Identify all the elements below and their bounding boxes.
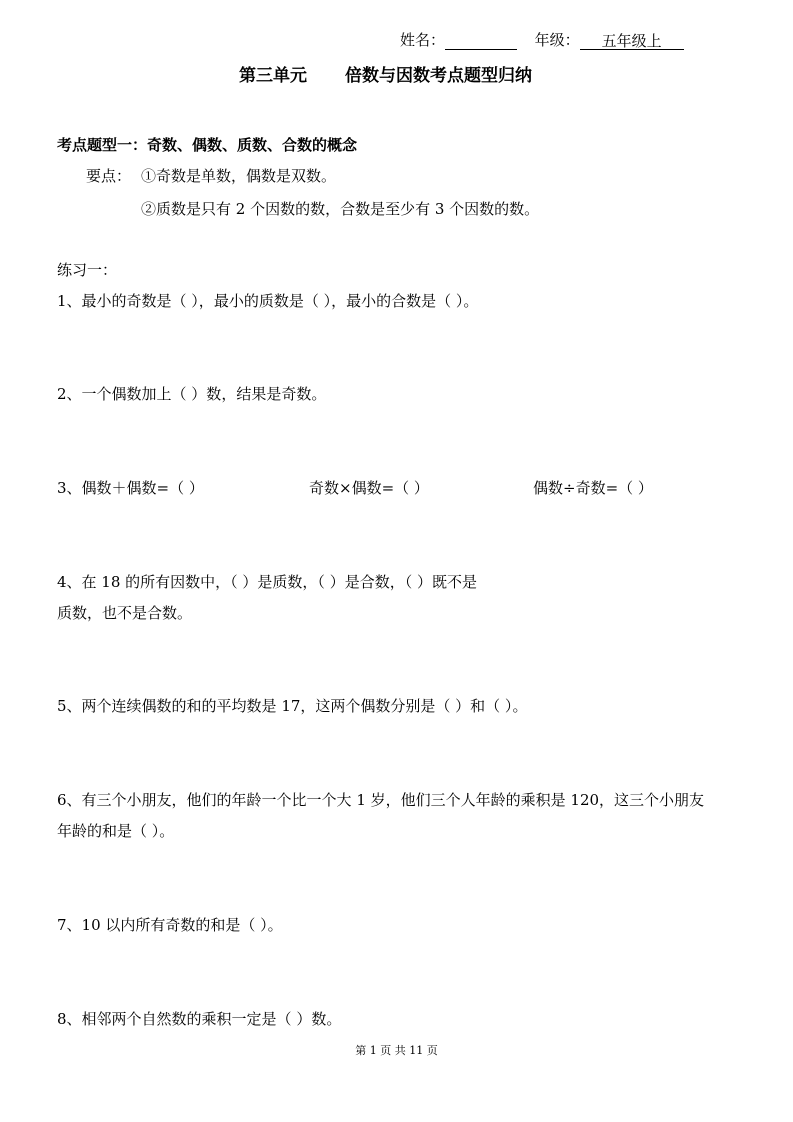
question-6-line-2: 年龄的和是（ ）。	[57, 822, 175, 840]
exercise-heading: 练习一：	[57, 261, 118, 279]
name-field[interactable]	[445, 31, 517, 50]
page-title	[239, 65, 532, 87]
unit-title: 第三单元	[239, 66, 307, 86]
grade-field[interactable]: 五年级上	[580, 31, 684, 50]
question-3c: 偶数÷奇数=（ ）	[533, 479, 653, 497]
question-3b: 奇数×偶数=（ ）	[309, 479, 429, 497]
question-1: 1、最小的奇数是（ ），最小的质数是（ ），最小的合数是（ ）。	[57, 292, 479, 310]
question-4-line-2: 质数，也不是合数。	[57, 604, 193, 622]
key-point-2: ②质数是只有 2 个因数的数，合数是至少有 3 个因数的数。	[141, 200, 540, 218]
key-point-1: ①奇数是单数，偶数是双数。	[141, 167, 337, 185]
student-info	[400, 30, 684, 50]
key-points-label: 要点：	[86, 167, 132, 185]
section-heading: 考点题型一：奇数、偶数、质数、合数的概念	[57, 136, 358, 154]
question-2: 2、一个偶数加上（ ）数，结果是奇数。	[57, 385, 327, 403]
grade-label: 年级：	[534, 31, 580, 49]
topic-title: 倍数与因数考点题型归纳	[345, 66, 532, 86]
page-footer: 第 1 页 共 11 页	[355, 1044, 438, 1057]
name-label: 姓名：	[400, 31, 446, 49]
question-5: 5、两个连续偶数的和的平均数是 17，这两个偶数分别是（ ）和（ ）。	[57, 697, 528, 715]
question-7: 7、10 以内所有奇数的和是（ ）。	[57, 916, 283, 934]
question-3a: 3、偶数＋偶数=（ ）	[57, 479, 204, 497]
question-4-line-1: 4、在 18 的所有因数中，（ ）是质数，（ ）是合数，（ ）既不是	[57, 573, 477, 591]
question-8: 8、相邻两个自然数的乘积一定是（ ）数。	[57, 1010, 342, 1028]
question-6-line-1: 6、有三个小朋友，他们的年龄一个比一个大 1 岁，他们三个人年龄的乘积是 120，这三个小朋友	[57, 791, 705, 809]
